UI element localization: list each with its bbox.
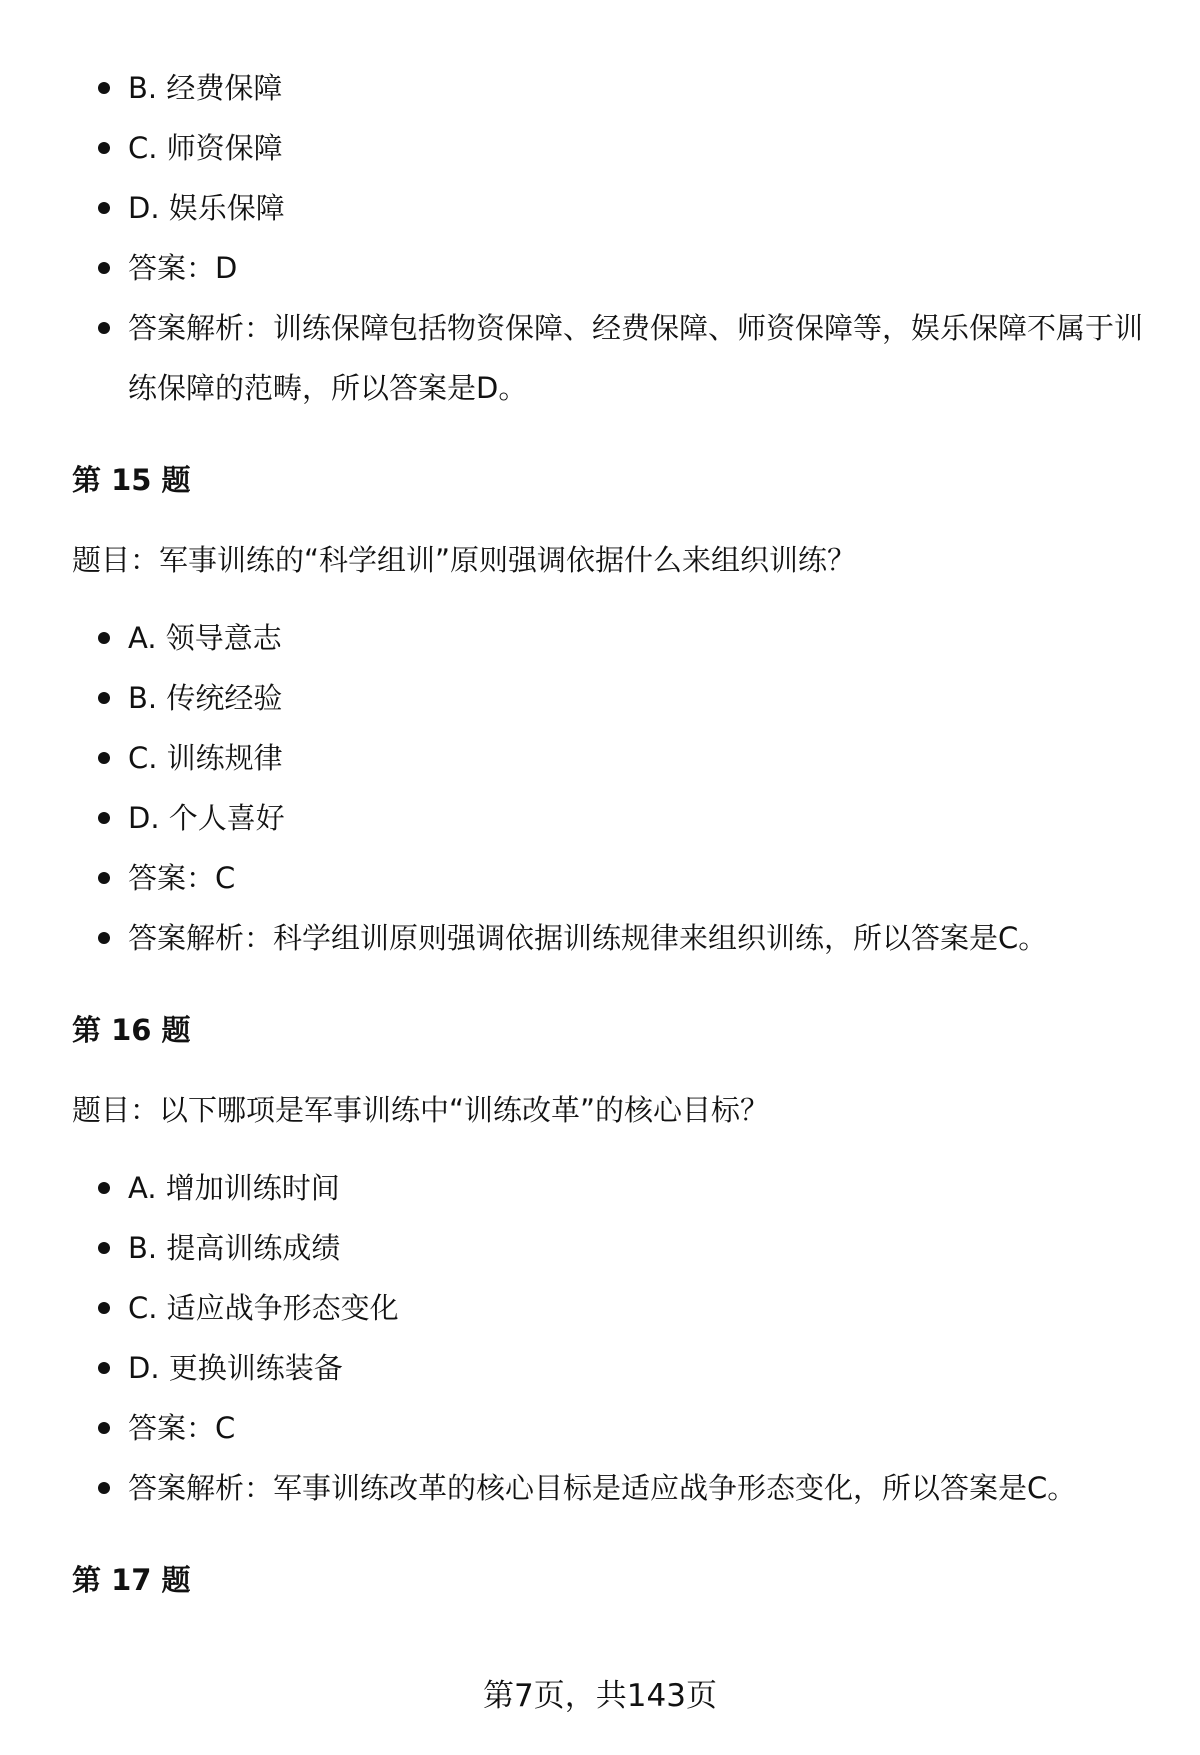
- option-c: C. 师资保障: [72, 118, 1152, 178]
- question-16-stem: 题目：以下哪项是军事训练中“训练改革”的核心目标？: [72, 1093, 770, 1127]
- option-d: D. 更换训练装备: [72, 1338, 1152, 1398]
- option-a: A. 领导意志: [72, 608, 1152, 668]
- option-a: A. 增加训练时间: [72, 1158, 1152, 1218]
- answer-explanation: 答案解析：训练保障包括物资保障、经费保障、师资保障等，娱乐保障不属于训练保障的范畴，所以答案是D。: [72, 298, 1152, 418]
- option-c: C. 训练规律: [72, 728, 1152, 788]
- option-d: D. 个人喜好: [72, 788, 1152, 848]
- option-b: B. 经费保障: [72, 58, 1152, 118]
- question-15-heading: 第 15 题: [72, 463, 191, 497]
- answer-explanation: 答案解析：军事训练改革的核心目标是适应战争形态变化，所以答案是C。: [72, 1458, 1152, 1518]
- question-16-options: [72, 1158, 1152, 1518]
- question-15-options: [72, 608, 1152, 968]
- answer-explanation: 答案解析：科学组训原则强调依据训练规律来组织训练，所以答案是C。: [72, 908, 1152, 968]
- option-b: B. 传统经验: [72, 668, 1152, 728]
- option-c: C. 适应战争形态变化: [72, 1278, 1152, 1338]
- answer: 答案：D: [72, 238, 1152, 298]
- prev-question-options: [72, 58, 1152, 418]
- page-content: [72, 58, 1152, 1600]
- question-15-stem: 题目：军事训练的“科学组训”原则强调依据什么来组织训练？: [72, 543, 857, 577]
- answer: 答案：C: [72, 1398, 1152, 1458]
- question-16-heading: 第 16 题: [72, 1013, 191, 1047]
- page-footer: 第7页，共143页: [483, 1678, 717, 1714]
- option-b: B. 提高训练成绩: [72, 1218, 1152, 1278]
- answer: 答案：C: [72, 848, 1152, 908]
- option-d: D. 娱乐保障: [72, 178, 1152, 238]
- question-17-heading: 第 17 题: [72, 1563, 191, 1597]
